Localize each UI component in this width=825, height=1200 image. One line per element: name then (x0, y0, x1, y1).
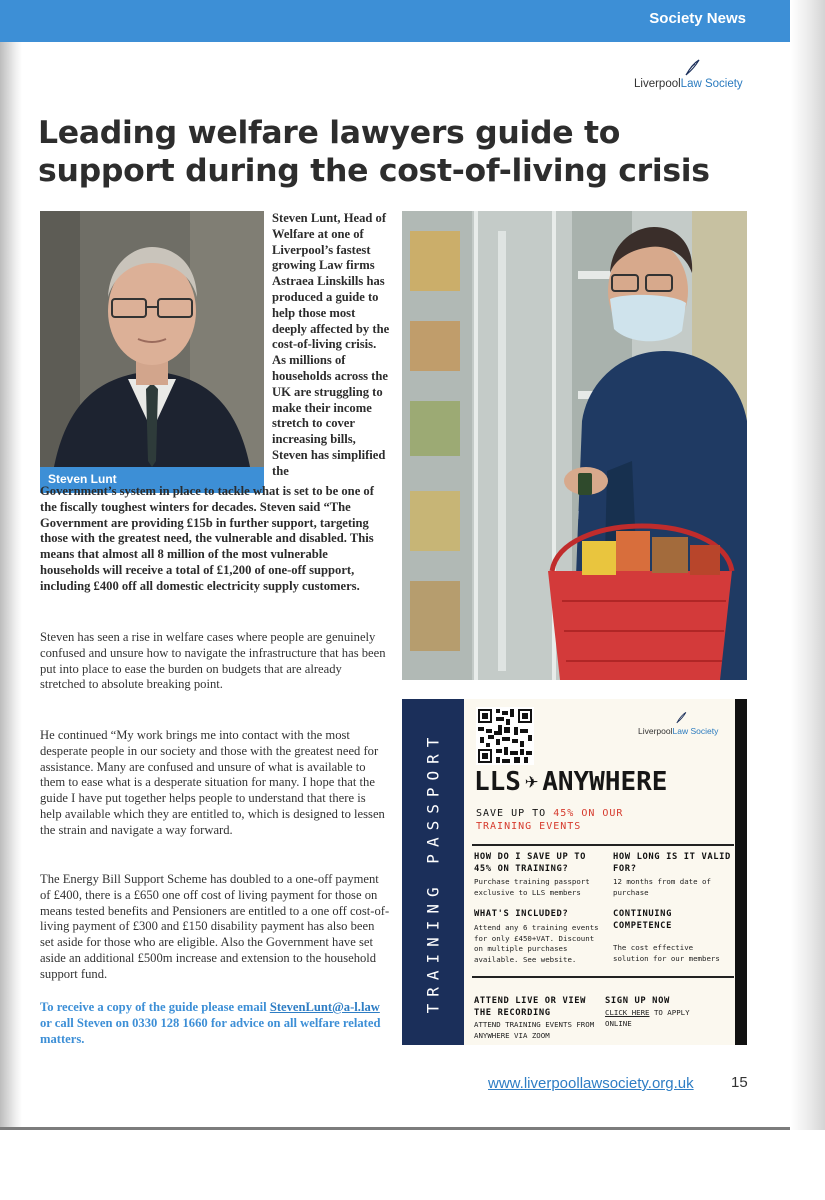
article-paragraph-3: The Energy Bill Support Scheme has doubled to a one-off payment of £400, there is a £650 one off cost of living payment for those on means tested benefits and Pensioners are entitled to a one off cost-of-living payment of £300 and £150 disability payment has also been set aside for those who are eligible. Also the Government have set aside an additional £500m increase and extension to the household support fund. (40, 872, 390, 981)
ad-side-title: TRAINING PASSPORT (423, 730, 443, 1014)
ad-q5-body: ATTEND TRAINING EVENTS FROM ANYWHERE VIA ZOOM (474, 1020, 595, 1040)
logo-name-part2: Law Society (680, 78, 743, 90)
ad-q1-body: Purchase training passport exclusive to LLS members (474, 877, 590, 897)
ad-logo-part2: Law Society (672, 726, 719, 736)
ad-lls-logo (638, 711, 728, 739)
contact-suffix: or call Steven on 0330 128 1660 for advice on all welfare related matters. (40, 1015, 381, 1046)
ad-q3-title: WHAT'S INCLUDED? (474, 909, 569, 919)
logo-wordmark (634, 78, 743, 90)
ad-logo-wordmark (638, 726, 718, 736)
ad-q2-body: 12 months from date of purchase (613, 877, 711, 897)
ad-click-here-link[interactable]: CLICK HERE (605, 1008, 650, 1017)
airplane-icon: ✈ (524, 769, 539, 794)
section-header-bar (0, 0, 790, 42)
qr-code-icon[interactable] (476, 707, 534, 765)
ad-q2-title: HOW LONG IS IT VALID FOR? (613, 852, 731, 874)
ad-q3-body: Attend any 6 training events for only £450+VAT. Discount on multiple purchases available. See website. (474, 923, 599, 964)
page-edge-left (0, 0, 22, 1130)
ad-side-panel (402, 699, 464, 1045)
ad-divider (472, 976, 734, 978)
ad-brand-left: LLS (474, 767, 521, 797)
ad-q6-title: SIGN UP NOW (605, 996, 670, 1006)
photo-caption: Steven Lunt (48, 472, 117, 486)
ad-save-text (476, 807, 623, 833)
ad-save-highlight: 45% ON OUR (553, 808, 624, 819)
article-paragraph-2: He continued “My work brings me into contact with the most desperate people in our society and those with the greatest need for assistance. Many are confused and unsure of what is available to them to ease what is a desperate situation for many. I hope that the guide I have put together helps people to understand that there is help available which they are entitled to, which is designed to lessen the strain and navigate a way forward. (40, 728, 385, 837)
ad-q1-title: HOW DO I SAVE UP TO 45% ON TRAINING? (474, 852, 587, 874)
ad-q6-body (605, 1008, 715, 1029)
liverpool-law-society-logo (634, 58, 752, 98)
page-number: 15 (731, 1074, 748, 1091)
quill-icon (682, 58, 702, 78)
ad-q4-body: The cost effective solution for our members (613, 943, 720, 963)
article-headline: Leading welfare lawyers guide to support during the cost-of-living crisis (38, 115, 710, 189)
ad-brand-right: ANYWHERE (542, 767, 668, 797)
ad-divider (472, 844, 734, 846)
portrait-illustration (40, 211, 264, 493)
contact-email-link[interactable]: StevenLunt@a-l.law (269, 1000, 380, 1014)
ad-q6-text: TO APPLY ONLINE (605, 1008, 690, 1028)
portrait-photo (40, 211, 264, 493)
page-edge-right (791, 0, 825, 1130)
ad-brand-title (474, 767, 667, 797)
article-intro-continued: Government’s system in place to tackle what is set to be one of the fiscally toughest winters for decades. Steven said “The Government are providing £15b in further support, targeting those with the greatest need, the vulnerable and disabled. This means that almost all 8 million of the most vulnerable households will receive a total of £1,200 of one-off support, including £400 off all domestic electricity supply customers. (40, 484, 374, 593)
logo-name-part1: Liverpool (634, 78, 681, 90)
ad-logo-part1: Liverpool (638, 726, 673, 736)
ad-save-line2: TRAINING EVENTS (476, 821, 582, 832)
article-paragraph-1: Steven has seen a rise in welfare cases where people are genuinely confused and unsure how to navigate the infrastructure that has been put into place to ease the burden on budgets that are already stretched to absolute breaking point. (40, 630, 386, 692)
ad-q5-title: ATTEND LIVE OR VIEW THE RECORDING (474, 996, 587, 1018)
section-label: Society News (649, 10, 746, 27)
training-passport-ad[interactable] (402, 699, 747, 1045)
contact-paragraph (40, 1000, 390, 1047)
shopper-illustration (402, 211, 747, 680)
contact-prefix: To receive a copy of the guide please email (40, 1000, 270, 1014)
page-bottom-edge (0, 1127, 790, 1130)
quill-icon (674, 711, 688, 725)
ad-q4-title: CONTINUING COMPETENCE (613, 909, 672, 931)
ad-save-pre: SAVE UP TO (476, 808, 554, 819)
article-intro: Steven Lunt, Head of Welfare at one of Liverpool’s fastest growing Law firms Astraea Linskills has produced a guide to help those most deeply affected by the cost-of-living crisis. As millions of households across the UK are struggling to make their income stretch to cover increasing bills, Steven has simplified the (272, 211, 390, 478)
website-link[interactable]: www.liverpoollawsociety.org.uk (488, 1075, 694, 1092)
ad-edge-strip (735, 699, 747, 1045)
shopper-photo (402, 211, 747, 680)
